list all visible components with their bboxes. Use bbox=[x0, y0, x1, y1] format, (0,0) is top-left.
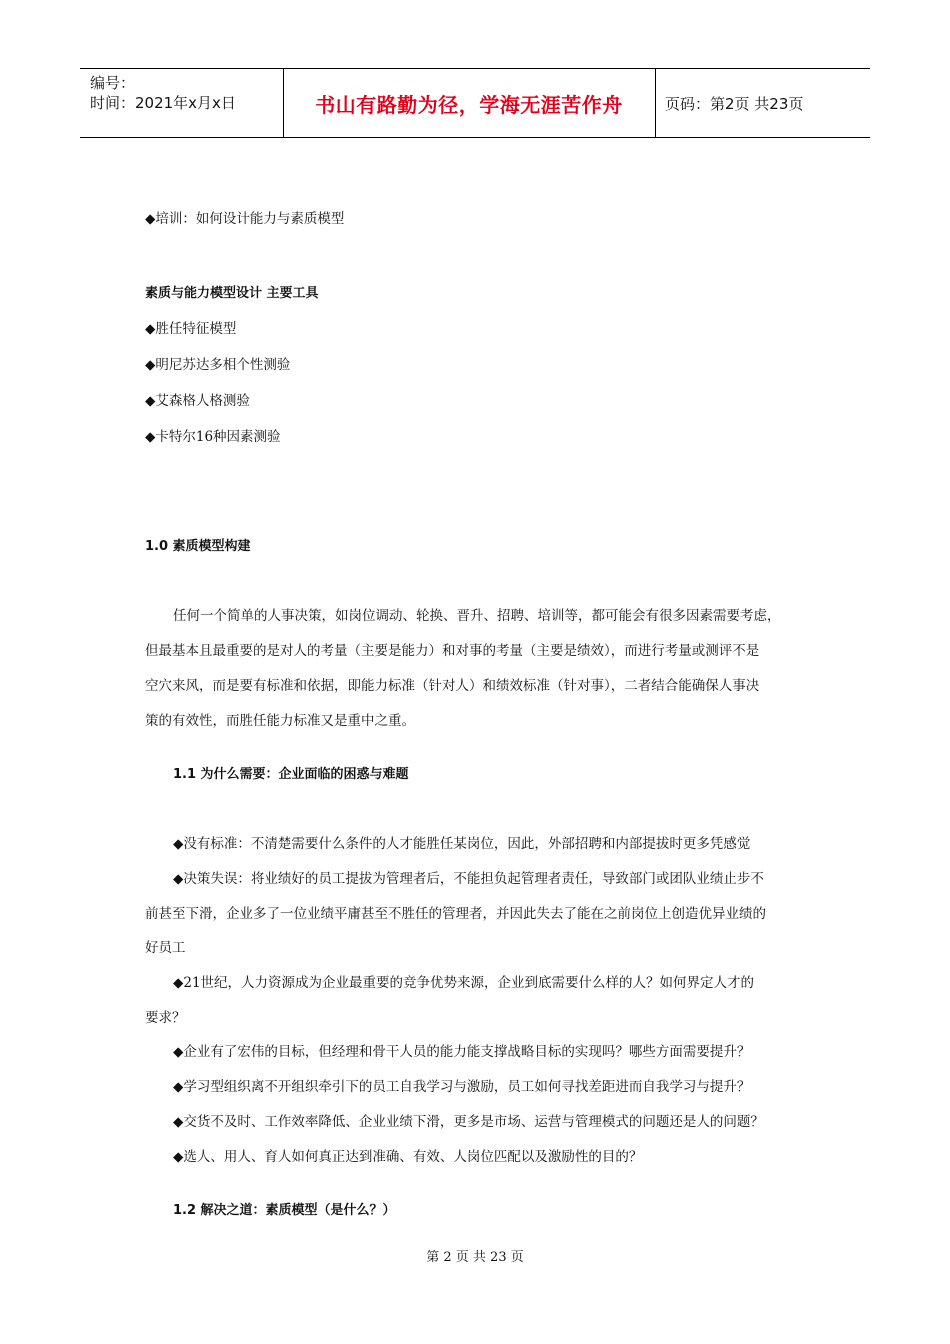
header-motto: 书山有路勤为径，学海无涯苦作舟 bbox=[315, 92, 623, 117]
section-heading-1-2: 1.2 解决之道：素质模型（是什么？） bbox=[173, 1203, 396, 1218]
header-divider bbox=[655, 69, 656, 137]
document-number: 编号： bbox=[90, 74, 136, 92]
section-heading-1-1: 1.1 为什么需要：企业面临的困惑与难题 bbox=[173, 767, 409, 782]
bullet-line: 好员工 bbox=[145, 940, 186, 956]
bullet-line: ◆交货不及时、工作效率降低、企业业绩下滑，更多是市场、运营与管理模式的问题还是人的问题？ bbox=[173, 1114, 764, 1130]
paragraph-line: 任何一个简单的人事决策，如岗位调动、轮换、晋升、招聘、培训等，都可能会有很多因素需要考虑， bbox=[173, 608, 781, 624]
section-heading-1-0: 1.0 素质模型构建 bbox=[145, 539, 251, 554]
tool-item: ◆艾森格人格测验 bbox=[145, 393, 250, 409]
tools-heading: 素质与能力模型设计 主要工具 bbox=[145, 286, 319, 301]
page-footer: 第 2 页 共 23 页 bbox=[426, 1250, 524, 1265]
paragraph-line: 但最基本且最重要的是对人的考量（主要是能力）和对事的考量（主要是绩效），而进行考量或测评不是 bbox=[145, 643, 760, 659]
document-date: 时间：2021年x月x日 bbox=[90, 94, 236, 112]
paragraph-line: 策的有效性，而胜任能力标准又是重中之重。 bbox=[145, 713, 415, 729]
bullet-line: ◆学习型组织离不开组织牵引下的员工自我学习与激励，员工如何寻找差距进而自我学习与提升？ bbox=[173, 1079, 751, 1095]
bullet-line: ◆选人、用人、育人如何真正达到准确、有效、人岗位匹配以及激励性的目的？ bbox=[173, 1149, 643, 1165]
bullet-line: ◆21世纪，人力资源成为企业最重要的竞争优势来源，企业到底需要什么样的人？如何界定人才的 bbox=[173, 975, 755, 991]
tool-item: ◆胜任特征模型 bbox=[145, 321, 237, 337]
header-page-number: 页码：第2页 共23页 bbox=[665, 94, 804, 113]
training-line: ◆培训：如何设计能力与素质模型 bbox=[145, 211, 345, 227]
paragraph-line: 空穴来风，而是要有标准和依据，即能力标准（针对人）和绩效标准（针对事），二者结合能确保人事决 bbox=[145, 678, 760, 694]
bullet-line: ◆决策失误：将业绩好的员工提拔为管理者后，不能担负起管理者责任，导致部门或团队业绩止步不 bbox=[173, 871, 764, 887]
bullet-line: 要求？ bbox=[145, 1010, 186, 1026]
bullet-line: ◆企业有了宏伟的目标，但经理和骨干人员的能力能支撑战略目标的实现吗？哪些方面需要提升？ bbox=[173, 1044, 751, 1060]
tool-item: ◆明尼苏达多相个性测验 bbox=[145, 357, 291, 373]
bullet-line: 前甚至下滑，企业多了一位业绩平庸甚至不胜任的管理者，并因此失去了能在之前岗位上创造优异业绩的 bbox=[145, 906, 766, 922]
header-meta bbox=[90, 73, 236, 113]
page-header bbox=[80, 68, 870, 138]
tool-item: ◆卡特尔16种因素测验 bbox=[145, 429, 281, 445]
bullet-line: ◆没有标准：不清楚需要什么条件的人才能胜任某岗位，因此，外部招聘和内部提拔时更多凭感觉 bbox=[173, 836, 751, 852]
